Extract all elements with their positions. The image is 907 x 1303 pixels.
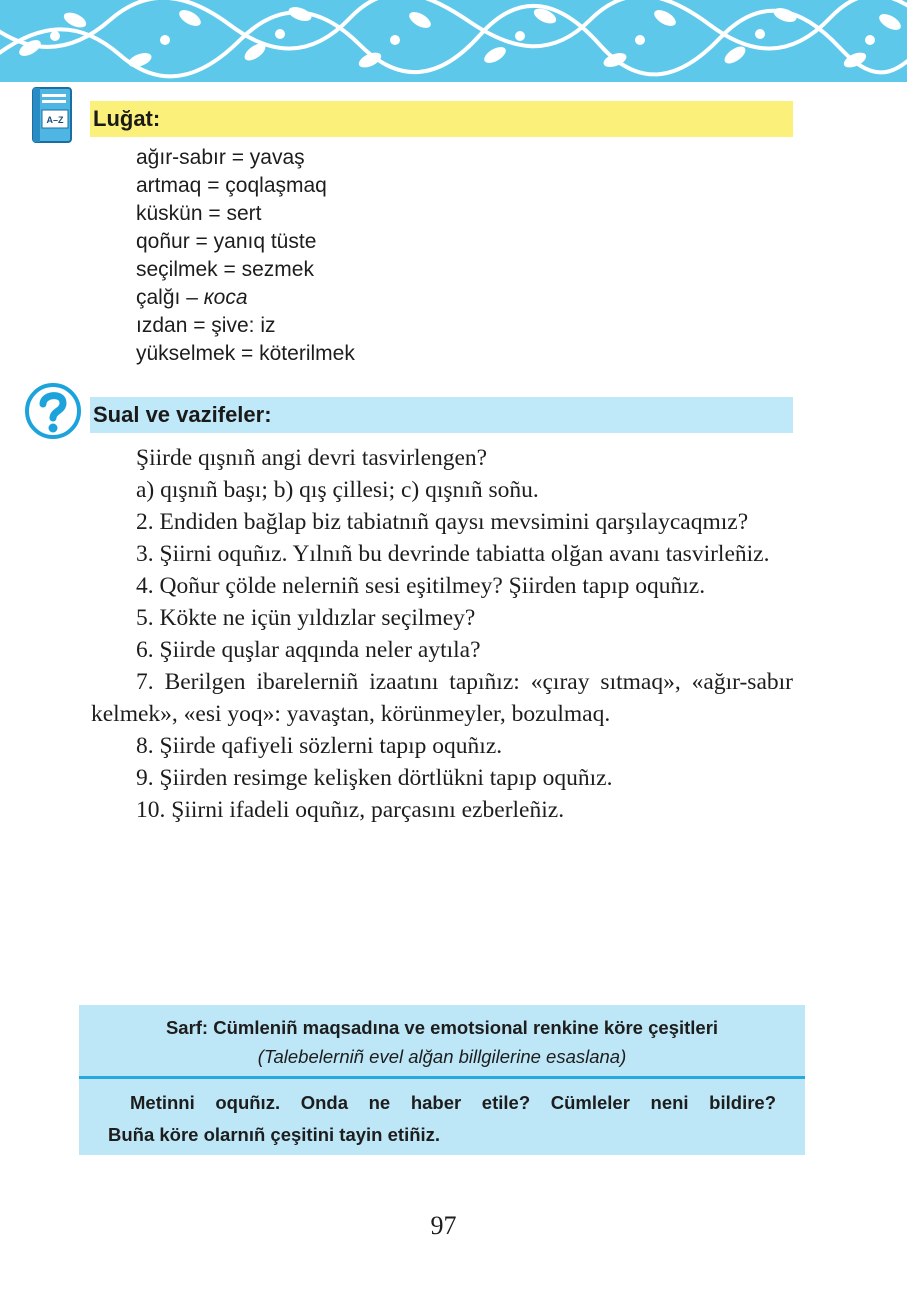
vocabulary-item: yükselmek = köterilmek: [136, 342, 355, 365]
divider: [79, 1076, 805, 1079]
question-item: 5. Kökte ne içün yıldızlar seçilmey?: [136, 605, 476, 631]
vocabulary-item: seçilmek = sezmek: [136, 258, 314, 281]
question-item: 4. Qoñur çölde nelerniñ sesi eşitilmey? Şiirden tapıp oquñız.: [136, 573, 706, 599]
grammar-box-line: Buña köre olarnıñ çeşitini tayin etiñiz.: [108, 1124, 441, 1145]
question-item: 7. Berilgen ibarelerniñ izaatını tapıñız: «çıray sıtmaq», «ağır-sabır kelmek», «esi yoq»: yavaştan, körünmeyler, bozulmaq.: [91, 669, 793, 727]
question-item: 9. Şiirden resimge kelişken dörtlükni tapıp oquñız.: [136, 765, 613, 791]
question-mark-icon: [24, 382, 82, 440]
page-number: 97: [430, 1211, 457, 1240]
question-item: a) qışnıñ başı; b) qış çillesi; c) qışnıñ soñu.: [136, 477, 539, 503]
question-item: Şiirde qışnıñ angi devri tasvirlengen?: [136, 445, 488, 471]
vocabulary-item: qoñur = yanıq tüste: [136, 230, 317, 253]
question-item: 2. Endiden bağlap biz tabiatnıñ qaysı mevsimini qarşılaycaqmız?: [136, 509, 749, 535]
questions-heading: Sual ve vazifeler:: [90, 397, 793, 433]
question-item: 6. Şiirde quşlar aqqında neler aytıla?: [136, 637, 481, 663]
grammar-box: [79, 1005, 805, 1155]
vocabulary-item: ızdan = şive: iz: [136, 314, 276, 337]
vocabulary-term: çalğı –: [136, 286, 204, 309]
vocabulary-translation: коса: [203, 286, 248, 309]
question-item: 10. Şiirni ifadeli oquñız, parçasını ezberleñiz.: [136, 797, 565, 823]
grammar-box-subtitle: (Talebelerniñ evel alğan billgilerine esaslana): [257, 1046, 627, 1067]
question-item: 3. Şiirni oquñız. Yılnıñ bu devrinde tabiatta olğan avanı tasvirleñiz.: [136, 541, 770, 567]
vocabulary-item: küskün = sert: [136, 202, 262, 225]
vocabulary-list: [136, 144, 355, 368]
grammar-box-title: Sarf: Cümleniñ maqsadına ve emotsional renkine köre çeşitleri: [165, 1017, 719, 1038]
dictionary-book-icon: [30, 86, 74, 144]
vocabulary-heading: Luğat:: [90, 101, 793, 137]
vocabulary-item: ağır-sabır = yavaş: [136, 146, 305, 169]
decorative-floral-banner: [0, 0, 907, 82]
dictionary-icon-label: A–Z: [46, 115, 64, 125]
grammar-box-text: [108, 1087, 776, 1151]
questions-list: [91, 442, 793, 826]
floral-ornament: [0, 0, 907, 82]
vocabulary-item-calgi: [136, 284, 355, 312]
question-item: 8. Şiirde qafiyeli sözlerni tapıp oquñız.: [136, 733, 503, 759]
grammar-box-line: Metinni oquñız. Onda ne haber etile? Cümleler neni bildire?: [130, 1092, 776, 1113]
vocabulary-item: artmaq = çoqlaşmaq: [136, 174, 327, 197]
